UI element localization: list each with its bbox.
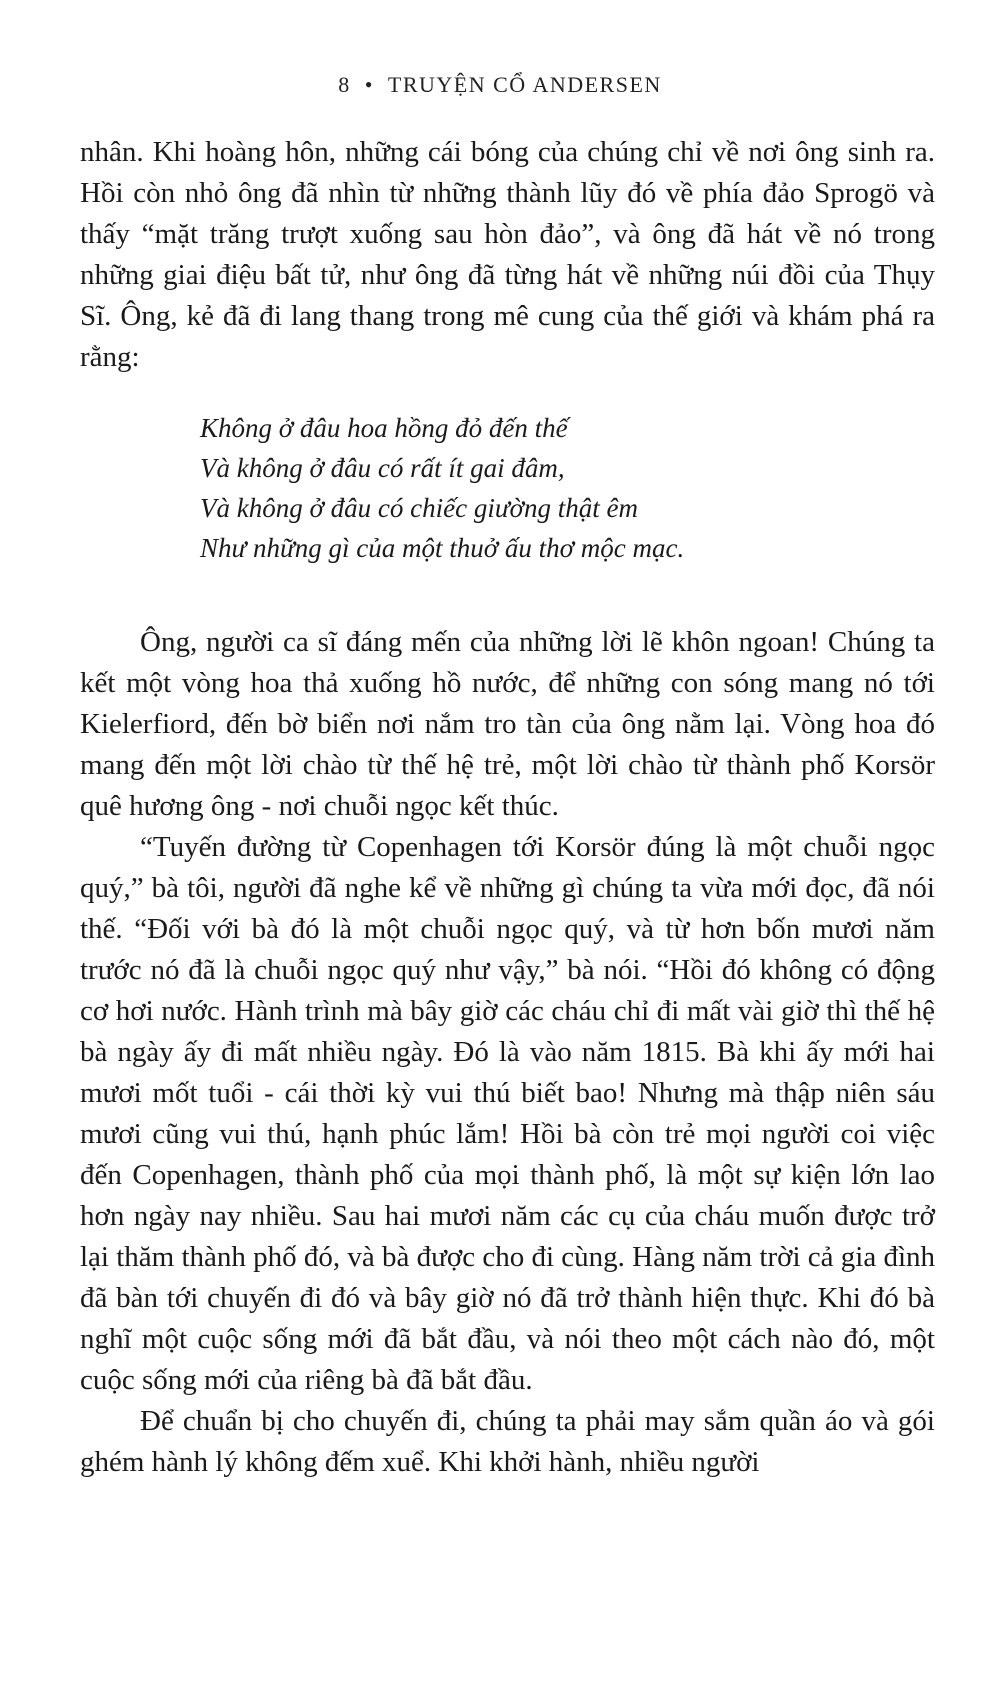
poem-line: Và không ở đâu có chiếc giường thật êm — [200, 493, 638, 523]
header-separator: • — [364, 72, 374, 97]
book-title: TRUYỆN CỔ ANDERSEN — [387, 72, 662, 97]
poem-line: Như những gì của một thuở ấu thơ mộc mạc. — [200, 533, 685, 563]
page-body — [80, 132, 935, 1483]
poem-block — [200, 408, 935, 568]
running-header — [0, 72, 1000, 98]
paragraph: Để chuẩn bị cho chuyến đi, chúng ta phải may sắm quần áo và gói ghém hành lý không đếm xuể. Khi khởi hành, nhiều người — [80, 1405, 935, 1478]
poem-line: Và không ở đâu có rất ít gai đâm, — [200, 453, 565, 483]
poem-line: Không ở đâu hoa hồng đỏ đến thế — [200, 413, 568, 443]
stanza-spacer — [80, 598, 935, 622]
page-number: 8 — [338, 72, 351, 97]
paragraph: Ông, người ca sĩ đáng mến của những lời lẽ khôn ngoan! Chúng ta kết một vòng hoa thả xuống hồ nước, để những con sóng mang nó tới Kielerfiord, đến bờ biển nơi nắm tro tàn của ông nằm lại. Vòng hoa đó mang đến một lời chào từ thế hệ trẻ, một lời chào từ thành phố Korsör quê hương ông - nơi chuỗi ngọc kết thúc. — [80, 626, 935, 822]
paragraph: “Tuyến đường từ Copenhagen tới Korsör đúng là một chuỗi ngọc quý,” bà tôi, người đã nghe kể về những gì chúng ta vừa mới đọc, đã nói thế. “Đối với bà đó là một chuỗi ngọc quý, và từ hơn bốn mươi năm trước nó đã là chuỗi ngọc quý như vậy,” bà nói. “Hồi đó không có động cơ hơi nước. Hành trình mà bây giờ các cháu chỉ đi mất vài giờ thì thế hệ bà ngày ấy đi mất nhiều ngày. Đó là vào năm 1815. Bà khi ấy mới hai mươi mốt tuổi - cái thời kỳ vui thú biết bao! Nhưng mà thập niên sáu mươi cũng vui thú, hạnh phúc lắm! Hồi bà còn trẻ mọi người coi việc đến Copenhagen, thành phố của mọi thành phố, là một sự kiện lớn lao hơn ngày nay nhiều. Sau hai mươi năm các cụ của cháu muốn được trở lại thăm thành phố đó, và bà được cho đi cùng. Hàng năm trời cả gia đình đã bàn tới chuyến đi đó và bây giờ nó đã trở thành hiện thực. Khi đó bà nghĩ một cuộc sống mới đã bắt đầu, và nói theo một cách nào đó, một cuộc sống mới của riêng bà đã bắt đầu. — [80, 831, 935, 1396]
paragraph-continued: nhân. Khi hoàng hôn, những cái bóng của chúng chỉ về nơi ông sinh ra. Hồi còn nhỏ ông đã nhìn từ những thành lũy đó về phía đảo Sprogö và thấy “mặt trăng trượt xuống sau hòn đảo”, và ông đã hát về nó trong những giai điệu bất tử, như ông đã từng hát về những núi đồi của Thụy Sĩ. Ông, kẻ đã đi lang thang trong mê cung của thế giới và khám phá ra rằng: — [80, 136, 935, 373]
